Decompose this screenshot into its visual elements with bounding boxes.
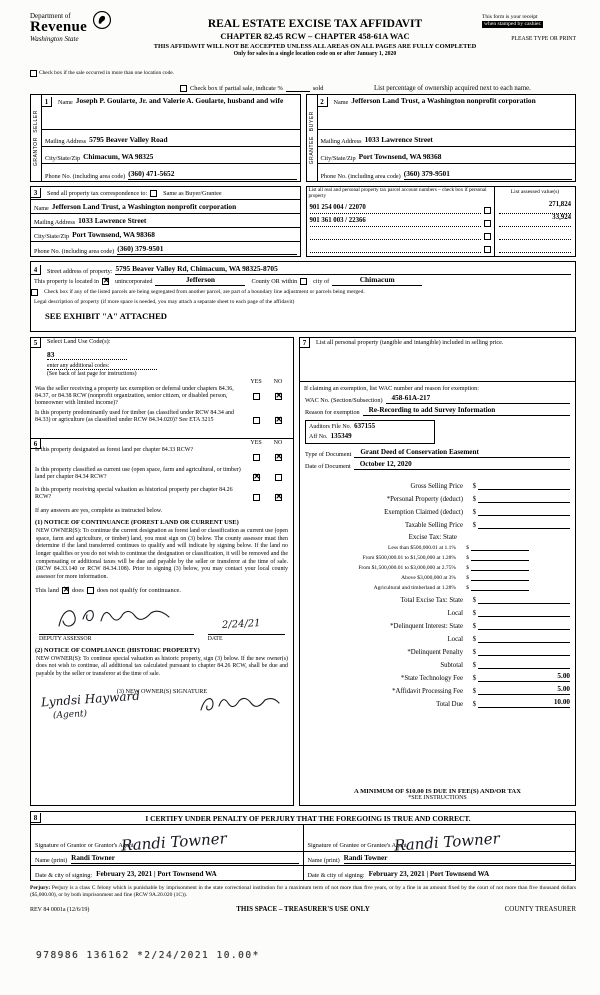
section-1-number: 1 bbox=[42, 97, 52, 107]
county-treasurer-label: COUNTY TREASURER bbox=[504, 905, 576, 914]
deputy-assessor-label: DEPUTY ASSESSOR bbox=[39, 634, 194, 642]
q-no-checkbox[interactable] bbox=[275, 393, 282, 400]
corr-phone-value[interactable]: (360) 379-9501 bbox=[117, 245, 296, 255]
parcel-row bbox=[307, 214, 495, 227]
grantor-strip-label: GRANTOR bbox=[33, 137, 39, 167]
q-no-checkbox[interactable] bbox=[275, 494, 282, 501]
perjury-text: Perjury is a class C felony which is punishable by imprisonment in the state correctional institution for a maximum term of not more than five years, or by a fine in an amount fixed by the court of not more than five thousand dollars ($5,000.00), or by both imprisonment and fine (RCW 9A.20.020 (1C)). bbox=[30, 885, 577, 899]
parcel-number-field[interactable]: 901 254 004 / 22070 bbox=[310, 204, 482, 214]
buyer-phone-value[interactable]: (360) 379-9501 bbox=[404, 170, 572, 180]
assessed-value-field[interactable] bbox=[499, 227, 571, 240]
personal-property-checkbox[interactable] bbox=[484, 207, 491, 214]
section-5-number: 5 bbox=[31, 338, 41, 348]
excise-line: *Affidavit Processing Fee $ 5.00 bbox=[392, 685, 570, 695]
grantee-date-city-label: Date & city of signing: bbox=[307, 872, 365, 879]
excise-line-label: Exemption Claimed (deduct) bbox=[384, 509, 463, 516]
form-content bbox=[30, 10, 576, 913]
excise-line-label: Gross Selling Price bbox=[410, 483, 463, 490]
city-checkbox[interactable] bbox=[300, 278, 307, 285]
excise-line-value-field[interactable] bbox=[471, 583, 529, 591]
section-7-exemption bbox=[299, 337, 576, 806]
deputy-assessor-signature bbox=[51, 604, 181, 634]
current-use-question: Is this property classified as current use (open space, farm and agricultural, or timber) land per chapter 84.34 RCW? bbox=[35, 467, 241, 481]
reason-value-field[interactable]: Re-Recording to add Survey Information bbox=[363, 406, 570, 416]
same-as-buyer-label: Same as Buyer/Grantee bbox=[163, 189, 222, 197]
treasurer-space-label: THIS SPACE – TREASURER'S USE ONLY bbox=[236, 905, 370, 914]
section-6-classification bbox=[30, 438, 294, 806]
excise-line-value-field[interactable] bbox=[478, 594, 570, 604]
excise-line: Gross Selling Price $ bbox=[300, 477, 575, 490]
corr-name-value[interactable]: Jefferson Land Trust, a Washington nonprofit corporation bbox=[51, 202, 237, 212]
seller-city-label: City/State/Zip bbox=[45, 155, 81, 162]
aff-no-label: Aff No. bbox=[309, 434, 328, 440]
aff-no-value: 135349 bbox=[330, 432, 352, 440]
wac-value-field[interactable]: 458-61A-217 bbox=[386, 394, 570, 404]
dept-of-label: Department of bbox=[30, 12, 71, 20]
excise-line-value-field[interactable] bbox=[478, 607, 570, 617]
grantee-signature-label: Signature of Grantee or Grantee's Agent bbox=[307, 842, 407, 849]
question-row bbox=[31, 409, 293, 429]
section-2-buyer bbox=[306, 94, 577, 182]
receipt-note bbox=[482, 14, 576, 28]
buyer-phone-label: Phone No. (including area code) bbox=[320, 173, 401, 180]
q-yes-checkbox[interactable] bbox=[253, 474, 260, 481]
excise-line-value-field[interactable] bbox=[471, 573, 529, 581]
parcel-number-field[interactable] bbox=[310, 230, 482, 240]
segregated-label: Check box if any of the listed parcels are being segregated from another parcel, are part of a boundary line adjustment or parcels being merged. bbox=[44, 289, 365, 295]
excise-line: *Delinquent Interest: State $ bbox=[300, 617, 575, 630]
deputy-assessor-signature-area[interactable] bbox=[39, 594, 285, 644]
send-correspondence-label: Send all property tax correspondence to: bbox=[47, 189, 148, 197]
excise-line-value-field[interactable]: 5.00 bbox=[478, 685, 570, 695]
washington-state-label: Washington State bbox=[30, 35, 79, 43]
excise-tax-block bbox=[300, 477, 575, 708]
excise-rate-line: Less than $500,000.01 at 1.1% $ bbox=[300, 541, 575, 551]
unincorporated-checkbox[interactable] bbox=[102, 278, 109, 285]
excise-line-label: *State Technology Fee bbox=[400, 675, 463, 682]
seller-address-label: Mailing Address bbox=[45, 138, 87, 145]
excise-line-label: Local bbox=[447, 610, 463, 617]
question-row bbox=[31, 446, 293, 466]
excise-line-label: Subtotal bbox=[440, 662, 463, 669]
excise-rate-line: Agricultural and timberland at 1.28% $ bbox=[300, 581, 575, 591]
seller-phone-label: Phone No. (including area code) bbox=[45, 173, 126, 180]
receipt-note-text: This form is your receipt bbox=[482, 14, 538, 20]
excise-line-label: Total Excise Tax: State bbox=[400, 597, 463, 604]
multi-location-checkbox[interactable] bbox=[30, 70, 37, 77]
buyer-name-value[interactable]: Jefferson Land Trust, a Washington nonprofit corporation bbox=[351, 96, 536, 105]
excise-line-value-field[interactable] bbox=[478, 659, 570, 669]
excise-total-line: Total Due $ 10.00 bbox=[436, 698, 570, 708]
question-row bbox=[31, 466, 293, 486]
excise-line-value-field[interactable] bbox=[471, 563, 529, 571]
auditors-file-value: 637155 bbox=[354, 422, 376, 430]
excise-line: Taxable Selling Price $ bbox=[300, 516, 575, 529]
grantor-name-print-field[interactable]: Randi Towner bbox=[71, 854, 298, 864]
additional-codes-label: enter any additional codes: bbox=[47, 362, 157, 370]
q-yes-checkbox[interactable] bbox=[253, 417, 260, 424]
seller-name-label: Name bbox=[58, 99, 73, 106]
seller-city-value[interactable]: Chimacum, WA 98325 bbox=[83, 152, 154, 162]
notice-continuance-body: NEW OWNER(S): To continue the current designation as forest land or classification as current use (open space, farm and agriculture, or timber) land, you must sign on (3) below. The county assessor must then determine if the land transferred continues to qualify and will indicate by signing below. If the land no longer qualifies or you do not wish to continue the designation or classification, it will be removed and the compensating or additional taxes will be due and payable by the seller or transferor at the time of sale. (RCW 84.33.140 or RCW 84.34.108). Prior to signing (3) below, you may contact your local county assessor for more information. bbox=[36, 528, 288, 581]
revenue-label: Revenue bbox=[30, 19, 88, 35]
parcel-number-field[interactable]: 901 361 003 / 22366 bbox=[310, 217, 482, 227]
does-label: does bbox=[71, 586, 84, 594]
excise-line: Local $ bbox=[300, 604, 575, 617]
excise-line-label: *Delinquent Penalty bbox=[407, 649, 463, 656]
answers-instruction: If any answers are yes, complete as instructed below. bbox=[35, 508, 163, 514]
minimum-due-note: A MINIMUM OF $10.00 IS DUE IN FEE(S) AND/OR TAX bbox=[354, 788, 521, 795]
excise-line-label: *Affidavit Processing Fee bbox=[392, 688, 463, 695]
form-header bbox=[30, 10, 576, 66]
personal-property-blank-field[interactable] bbox=[300, 348, 575, 382]
doc-date-label: Date of Document bbox=[305, 463, 351, 470]
assessed-value-field[interactable]: 33,924 bbox=[499, 214, 571, 227]
date-label: DATE bbox=[208, 634, 285, 642]
claiming-exemption-label: If claiming an exemption, list WAC number and reason for exemption: bbox=[304, 385, 479, 392]
section-5-land-use bbox=[30, 337, 294, 439]
q-no-checkbox[interactable] bbox=[275, 474, 282, 481]
buyer-city-label: City/State/Zip bbox=[320, 155, 356, 162]
personal-property-checkbox[interactable] bbox=[484, 246, 491, 253]
excise-line-value-field[interactable]: 10.00 bbox=[478, 698, 570, 708]
excise-line-value-field[interactable] bbox=[478, 506, 570, 516]
corr-city-label: City/State/Zip bbox=[34, 233, 70, 240]
grantor-signature-area[interactable] bbox=[31, 825, 303, 855]
certify-statement: I CERTIFY UNDER PENALTY OF PERJURY THAT THE FOREGOING IS TRUE AND CORRECT. bbox=[145, 813, 471, 823]
excise-line-value-field[interactable] bbox=[471, 543, 529, 551]
excise-line-label: From $1,500,000.01 to $3,000,000 at 2.75% bbox=[358, 565, 456, 571]
county-or-label: County OR within bbox=[251, 277, 298, 285]
wac-label: WAC No. (Section/Subsection) bbox=[305, 397, 383, 404]
main-columns bbox=[30, 337, 576, 806]
warning-line: THIS AFFIDAVIT WILL NOT BE ACCEPTED UNLESS ALL AREAS ON ALL PAGES ARE FULLY COMPLETED bbox=[153, 43, 477, 50]
grantee-name-print-field[interactable]: Randi Towner bbox=[344, 854, 571, 864]
seller-name-value[interactable]: Joseph P. Goularte, Jr. and Valerie A. Goularte, husband and wife bbox=[75, 96, 284, 105]
corr-city-value[interactable]: Port Townsend, WA 98368 bbox=[72, 230, 155, 240]
land-use-code-field[interactable]: 83 bbox=[47, 350, 127, 360]
does-not-label: does not qualify for continuance. bbox=[96, 586, 181, 594]
qualify-line bbox=[31, 583, 293, 594]
see-back-label: (See back of last page for instructions) bbox=[47, 371, 137, 377]
excise-line-label: From $500,000.01 to $1,500,000 at 1.28% bbox=[362, 555, 456, 561]
excise-line: Local $ bbox=[300, 630, 575, 643]
multi-location-label: Check box if the sale occurred in more than one location code. bbox=[39, 70, 175, 76]
parties-row bbox=[30, 94, 576, 182]
section-3-correspondence bbox=[30, 186, 301, 257]
chapter-line: CHAPTER 82.45 RCW – CHAPTER 458-61A WAC bbox=[220, 31, 410, 41]
seller-side-strip bbox=[31, 95, 42, 181]
owner-agent-handwritten: (Agent) bbox=[52, 708, 88, 721]
seller-phone-value[interactable]: (360) 471-5652 bbox=[128, 170, 296, 180]
excise-line: Total Excise Tax: State $ bbox=[300, 591, 575, 604]
segregated-checkbox[interactable] bbox=[31, 289, 38, 296]
grantee-strip-label: GRANTEE bbox=[308, 136, 315, 165]
personal-property-label: List all personal property (tangible and intangible) included in selling price. bbox=[316, 339, 504, 346]
does-not-qualify-checkbox[interactable] bbox=[87, 587, 94, 594]
grantor-signature-handwritten: Randi Towner bbox=[120, 829, 228, 855]
section-8-certification bbox=[30, 811, 576, 881]
buyer-side-strip bbox=[307, 95, 318, 181]
excise-line-label: Less than $500,000.01 at 1.1% bbox=[388, 545, 456, 551]
correspondence-row bbox=[30, 186, 576, 257]
no-column-header: NO bbox=[273, 379, 283, 385]
grantee-signature-handwritten: Randi Towner bbox=[393, 829, 500, 855]
excise-line-label: Taxable Selling Price bbox=[404, 522, 463, 529]
form-title: REAL ESTATE EXCISE TAX AFFIDAVIT bbox=[207, 18, 423, 30]
grantor-date-city-field[interactable]: February 23, 2021 | Port Townsend WA bbox=[96, 870, 217, 879]
grantor-signature-label: Signature of Grantor or Grantor's Agent bbox=[35, 842, 134, 849]
dor-logo bbox=[30, 10, 148, 43]
yes-column-header: YES bbox=[250, 440, 262, 446]
doc-date-value-field[interactable]: October 12, 2020 bbox=[354, 460, 570, 470]
excise-line: Subtotal $ bbox=[300, 656, 575, 669]
excise-line-label: Total Due bbox=[436, 701, 463, 708]
assessed-value-field[interactable] bbox=[499, 240, 571, 253]
parcel-row bbox=[307, 240, 495, 253]
cashier-receipt-stamp: 978986 136162 *2/24/2021 10.00* bbox=[36, 950, 260, 961]
grantor-date-city-label: Date & city of signing: bbox=[35, 872, 93, 879]
receipt-block bbox=[482, 10, 576, 43]
new-owner-signature-area[interactable] bbox=[31, 682, 293, 730]
receipt-note-stamped: when stamped by cashier. bbox=[484, 20, 542, 27]
grantee-signature-area[interactable] bbox=[303, 825, 576, 855]
grantor-name-print-label: Name (print) bbox=[35, 857, 68, 864]
q-no-checkbox[interactable] bbox=[275, 417, 282, 424]
excise-line: *Delinquent Penalty $ bbox=[300, 643, 575, 656]
section-7-number: 7 bbox=[300, 338, 310, 348]
parcel-row bbox=[307, 227, 495, 240]
excise-line-label: Above $3,000,000 at 3% bbox=[401, 575, 456, 581]
assessed-value-field[interactable]: 271,824 bbox=[499, 201, 571, 214]
excise-line-label: *Delinquent Interest: State bbox=[390, 623, 463, 630]
title-block bbox=[148, 10, 482, 57]
same-as-buyer-checkbox[interactable] bbox=[150, 190, 157, 197]
single-location-note: Only for sales in a single location code on or after January 1, 2020 bbox=[233, 51, 397, 57]
auditors-file-label: Auditors File No. bbox=[309, 424, 352, 430]
perjury-label: Perjury: bbox=[30, 885, 51, 891]
owner-signature-handwritten: Lyndsi Hayward bbox=[40, 688, 141, 710]
section-1-seller bbox=[30, 94, 301, 182]
street-address-value[interactable]: 5795 Beaver Valley Rd, Chimacum, WA 98325-8705 bbox=[115, 265, 571, 275]
deputy-date-handwritten: 2/24/21 bbox=[222, 617, 262, 631]
personal-property-checkbox[interactable] bbox=[484, 233, 491, 240]
footer-row bbox=[30, 905, 576, 913]
section-3-number: 3 bbox=[31, 188, 41, 198]
section-2-number: 2 bbox=[318, 97, 328, 107]
excise-line: Exemption Claimed (deduct) $ bbox=[300, 503, 575, 516]
buyer-name-label: Name bbox=[333, 99, 349, 106]
grantee-date-city-field[interactable]: February 23, 2021 | Port Townsend WA bbox=[368, 870, 490, 879]
this-land-label: This land bbox=[35, 586, 59, 594]
partial-sale-label: Check box if partial sale, indicate % bbox=[190, 85, 283, 92]
washington-profile-icon bbox=[92, 10, 112, 30]
city-of-label: city of bbox=[313, 277, 330, 285]
partial-sale-suffix: sold bbox=[312, 85, 324, 92]
q-yes-checkbox[interactable] bbox=[253, 494, 260, 501]
parcel-number-field[interactable] bbox=[310, 243, 482, 253]
located-in-label: This property is located in bbox=[34, 277, 99, 285]
legal-description-label: Legal description of property (if more space is needed, you may attach a separate sheet to each page of the affidavit) bbox=[34, 299, 295, 305]
q-no-checkbox[interactable] bbox=[275, 454, 282, 461]
parcel-row bbox=[307, 201, 495, 214]
excise-rate-line: From $500,000.01 to $1,500,000 at 1.28% $ bbox=[300, 551, 575, 561]
section-8-number: 8 bbox=[31, 813, 41, 823]
corr-phone-label: Phone No. (including area code) bbox=[34, 248, 115, 255]
auditor-stamp-box bbox=[305, 420, 435, 444]
seller-strip-label: SELLER bbox=[33, 109, 39, 133]
excise-line-value-field[interactable] bbox=[478, 519, 570, 529]
grantee-name-print-label: Name (print) bbox=[307, 857, 340, 864]
question-row bbox=[31, 385, 293, 409]
excise-rate-line: From $1,500,000.01 to $3,000,000 at 2.75% $ bbox=[300, 561, 575, 571]
excise-line-label: Local bbox=[447, 636, 463, 643]
excise-line-label: *Personal Property (deduct) bbox=[386, 496, 463, 503]
excise-line-value-field[interactable] bbox=[478, 646, 570, 656]
partial-sale-checkbox[interactable] bbox=[180, 85, 187, 92]
excise-line-value-field[interactable]: 5.00 bbox=[478, 672, 570, 682]
tax-exemption-question: Was the seller receiving a property tax exemption or deferral under chapters 84.36, 84.37, or 84.38 RCW (nonprofit organization, senior citizen, or disabled person, homeowner with limited income)? bbox=[35, 386, 234, 407]
owner-signature-scribble bbox=[195, 692, 285, 716]
q-yes-checkbox[interactable] bbox=[253, 393, 260, 400]
notice-compliance-body: NEW OWNER(S): To continue special valuation as historic property, sign (3) below. If the new owner(s) does not wish to continue, all additional tax calculated pursuant to chapter 84.26 RCW, shall be due and payable by the seller or transferor at the time of sale. bbox=[36, 655, 288, 678]
excise-line-value-field[interactable] bbox=[478, 493, 570, 503]
excise-line-value-field[interactable] bbox=[471, 553, 529, 561]
buyer-strip-label: BUYER bbox=[308, 111, 315, 132]
section-4-number: 4 bbox=[31, 265, 41, 275]
rev-form-number: REV 84 0001a (12/6/19) bbox=[30, 907, 90, 914]
perjury-paragraph bbox=[30, 885, 576, 899]
excise-tax-state-header bbox=[300, 529, 575, 541]
excise-line-value-field[interactable] bbox=[478, 620, 570, 630]
excise-line-label: Agricultural and timberland at 1.28% bbox=[373, 585, 456, 591]
question-row bbox=[31, 486, 293, 506]
corr-name-label: Name bbox=[34, 205, 49, 212]
q-yes-checkbox[interactable] bbox=[253, 454, 260, 461]
legal-description-value: SEE EXHIBIT "A" ATTACHED bbox=[45, 311, 168, 321]
new-owner-signature-label: (3) NEW OWNER(S) SIGNATURE bbox=[116, 687, 208, 695]
unincorporated-label: unincorporated bbox=[114, 277, 153, 285]
excise-line-value-field[interactable] bbox=[478, 480, 570, 490]
see-instructions-note: *SEE INSTRUCTIONS bbox=[408, 795, 467, 801]
land-use-select-label: Select Land Use Code(s): bbox=[47, 338, 111, 345]
yes-column-header: YES bbox=[250, 379, 262, 385]
please-type-note: PLEASE TYPE OR PRINT bbox=[511, 35, 576, 42]
doc-type-label: Type of Document bbox=[305, 451, 352, 458]
no-column-header: NO bbox=[273, 440, 283, 446]
excise-line: *Personal Property (deduct) $ bbox=[300, 490, 575, 503]
option-row bbox=[30, 70, 576, 92]
historic-property-question: Is this property receiving special valuation as historical property per chapter 84.26 RCW? bbox=[35, 487, 233, 501]
excise-line-label: Excise Tax: State bbox=[408, 533, 457, 541]
personal-property-checkbox[interactable] bbox=[484, 220, 491, 227]
buyer-city-value[interactable]: Port Townsend, WA 98368 bbox=[358, 152, 442, 162]
notice-compliance-title: (2) NOTICE OF COMPLIANCE (HISTORIC PROPERTY) bbox=[35, 646, 200, 654]
forest-land-question: Is this property designated as forest land per chapter 84.33 RCW? bbox=[35, 447, 194, 453]
excise-line: *State Technology Fee $ 5.00 bbox=[400, 672, 570, 682]
corr-address-value[interactable]: 1033 Lawrence Street bbox=[78, 216, 147, 226]
parcel-numbers-box bbox=[306, 186, 577, 257]
seller-address-value[interactable]: 5795 Beaver Valley Road bbox=[89, 135, 168, 145]
corr-address-label: Mailing Address bbox=[34, 219, 76, 226]
does-qualify-checkbox[interactable] bbox=[62, 587, 69, 594]
partial-sale-percent-field[interactable] bbox=[286, 84, 310, 92]
county-value[interactable]: Jefferson bbox=[155, 276, 245, 286]
buyer-address-label: Mailing Address bbox=[320, 138, 362, 145]
section-6-number: 6 bbox=[31, 439, 41, 449]
excise-line-value-field[interactable] bbox=[478, 633, 570, 643]
city-value[interactable]: Chimacum bbox=[332, 276, 422, 286]
assessed-values-header: List assessed value(s) bbox=[510, 189, 560, 195]
reason-label: Reason for exemption bbox=[305, 409, 360, 416]
timber-question: Is this property predominantly used for timber (as classified under RCW 84.34 and 84.33) or agriculture (as classified under RCW 84.34.020)? See ETA 3215 bbox=[35, 409, 235, 423]
buyer-address-value[interactable]: 1033 Lawrence Street bbox=[364, 135, 433, 145]
section-4-property bbox=[30, 261, 576, 332]
excise-rate-line: Above $3,000,000 at 3% $ bbox=[300, 571, 575, 581]
doc-type-value-field[interactable]: Grant Deed of Conservation Easement bbox=[354, 448, 570, 458]
notice-continuance-title: (1) NOTICE OF CONTINUANCE (FOREST LAND OR CURRENT USE) bbox=[35, 519, 239, 526]
street-address-label: Street address of property: bbox=[47, 268, 113, 275]
ownership-note: List percentage of ownership acquired next to each name. bbox=[374, 85, 531, 92]
parcel-header: List all real and personal property tax parcel account numbers – check box if personal property bbox=[308, 187, 487, 199]
